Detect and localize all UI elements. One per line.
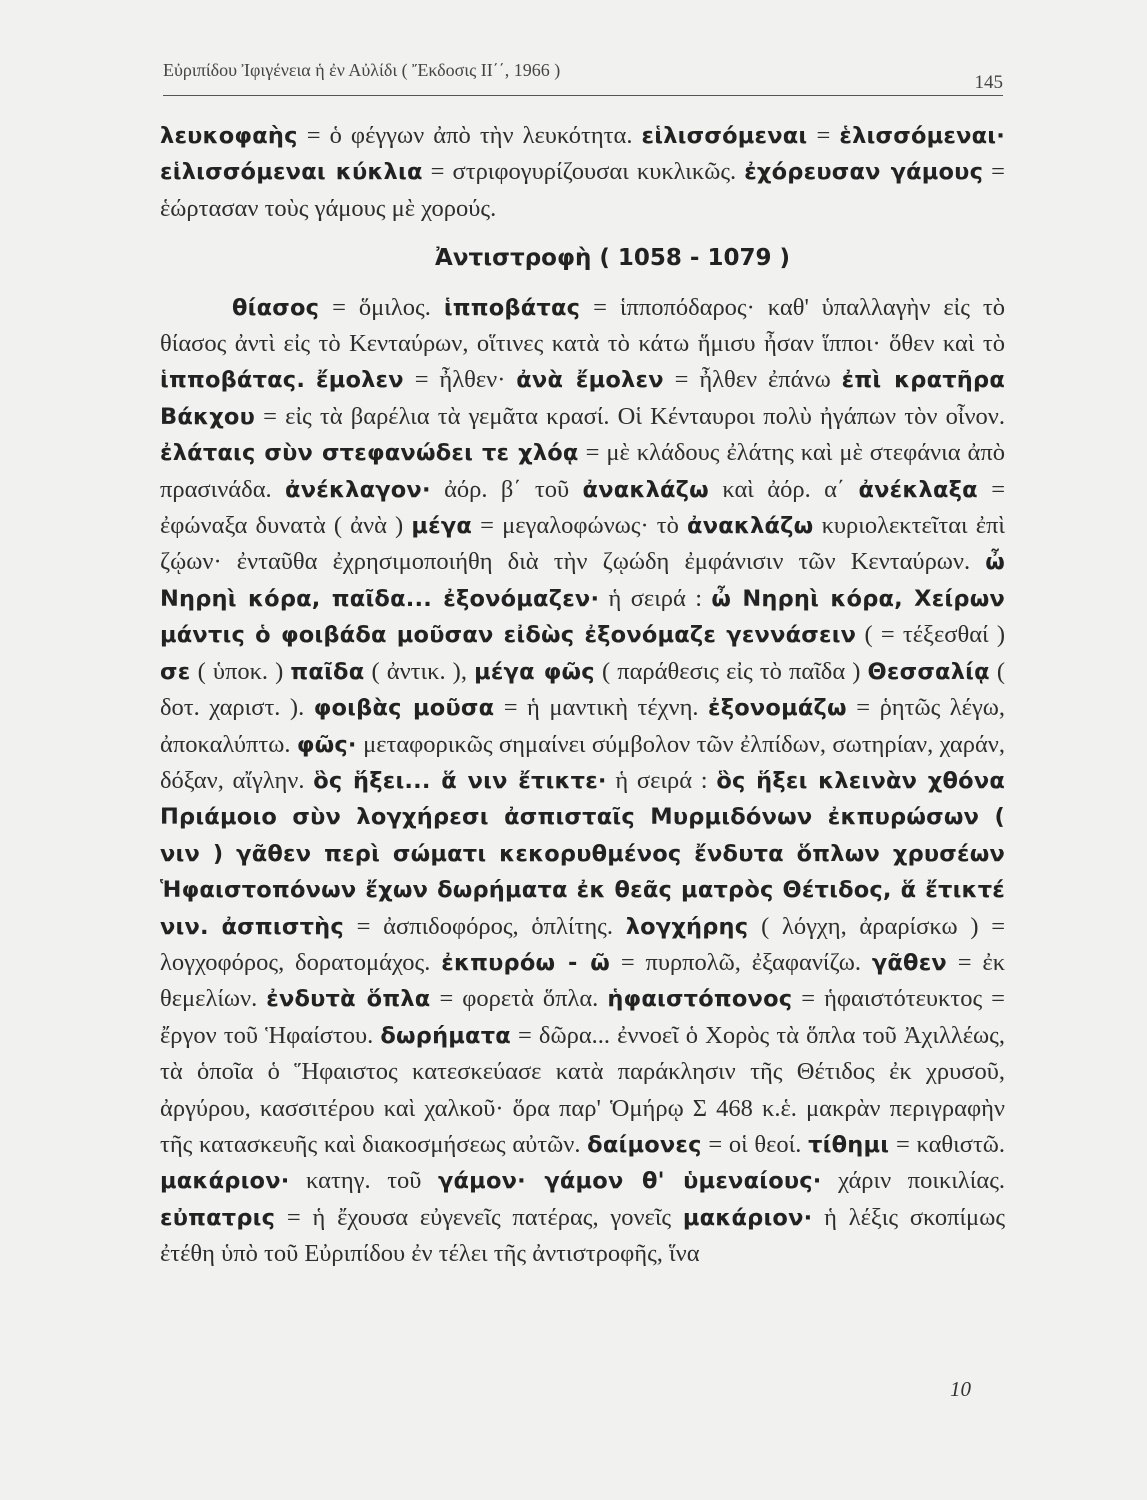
lemma: ἱπποβάτας. (160, 367, 306, 394)
gloss: χάριν ποικιλίας. (838, 1167, 1006, 1195)
lemma: ἐπὶ κρατῆρα Βάκχου (160, 367, 1005, 430)
gloss: = μεγαλοφώνως· τὸ (480, 512, 679, 540)
lemma: ἐχόρευσαν γάμους (744, 159, 984, 186)
gloss: = ἦλθεν ἐπάνω (674, 366, 831, 394)
gloss: ( ὑποκ. ) (197, 657, 284, 685)
gloss: ( ἀντικ. ), (371, 657, 467, 685)
lemma: ἐνδυτὰ ὅπλα (266, 986, 431, 1013)
lemma: ἱπποβάτας (443, 294, 581, 321)
gloss: ( = τέξεσθαί ) (864, 621, 1006, 649)
lemma: σε (160, 658, 191, 685)
lemma: μακάριον· (682, 1204, 813, 1231)
gloss: ( δοτ. χαριστ. ). (160, 657, 1006, 722)
lemma: γᾶθεν (871, 949, 947, 976)
lemma: ἀνακλάζω (687, 513, 814, 540)
lemma: ἀνακλάζω (582, 476, 709, 503)
lemma: εἱλισσόμεναι κύκλια (160, 159, 423, 186)
lemma: ἐξονομάζω (708, 695, 847, 722)
gloss: = μὲ κλάδους ἐλάτης καὶ μὲ στεφάνια ἀπὸ πρασινάδα. (160, 439, 1005, 503)
gloss: = καθιστῶ. (895, 1130, 1006, 1158)
gloss: = οἱ θεοί. (708, 1130, 802, 1158)
gloss: = στριφογυρίζουσαι κυκλικῶς. (430, 158, 737, 186)
gloss: ἡ σειρά : (608, 584, 703, 612)
gloss: = δῶρα... ἐννοεῖ ὁ Χορὸς τὰ ὅπλα τοῦ Ἀχιλλέως, τὰ ὁποῖα ὁ Ἥφαιστος κατεσκεύασε κατὰ παράκλησιν τῆς Θέτιδος ἐκ χρυσοῦ, ἀργύρου, κασσιτέρου καὶ χαλκοῦ· ὅρα παρ' Ὁμήρῳ Σ 468 κ.ἑ. μακρὰν περιγραφὴν τῆς κατασκευῆς καὶ διακοσμήσεως αὐτῶν. (160, 1021, 1006, 1158)
running-head (163, 60, 1003, 93)
gloss: μεταφορικῶς σημαίνει σύμβολον τῶν ἐλπίδων, σωτηρίαν, χαράν, δόξαν, αἴγλην. (160, 730, 1006, 794)
lemma: τίθημι (808, 1131, 890, 1158)
gloss: ἀόρ. β΄ τοῦ (444, 475, 570, 503)
gloss: = ἐκ θεμελίων. (160, 948, 1006, 1013)
lemma: Θεσσαλίᾳ (867, 658, 990, 685)
lemma: λογχήρης (625, 913, 749, 940)
lemma: ὃς ἥξει κλεινὰν χθόνα Πριάμοιο σὺν λογχήρεσι ἀσπισταῖς Μυρμιδόνων ἐκπυρώσων ( νιν ) γᾶθεν περὶ σώματι κεκορυθμένος ἔνδυτα ὅπλων χρυσέων Ἡφαιστοπόνων ἔχων δωρήματα ἐκ θεᾶς ματρὸς Θέτιδος, ἅ ἔτικτέ νιν. (160, 767, 1006, 940)
lemma: ἐκπυρόω - ῶ (441, 949, 610, 976)
gloss: = ὅμιλος. (332, 293, 431, 321)
lemma: ἀνέκλαγον· (285, 476, 431, 503)
lemma: παῖδα (290, 658, 365, 685)
lemma: ἀνέκλαξα (858, 476, 978, 503)
lemma: ἀνὰ ἔμολεν (516, 367, 664, 394)
gloss: = ἡ μαντικὴ τέχνη. (503, 694, 699, 722)
lemma: φῶς· (296, 731, 357, 758)
lemma: εὐπατρις (160, 1204, 276, 1231)
lemma: ὃς ἥξει... ἅ νιν ἔτικτε· (313, 767, 607, 794)
lemma: ὦ Νηρηὶ κόρα, παῖδα... ἐξονόμαζεν· (160, 549, 1006, 612)
gloss: ( παράθεσις εἰς τὸ παῖδα ) (601, 657, 861, 685)
gloss: ἡ λέξις σκοπίμως ἐτέθη ὑπὸ τοῦ Εὐριπίδου ἐν τέλει τῆς ἀντιστροφῆς, ἵνα (160, 1203, 1006, 1268)
gloss: = ῥητῶς λέγω, ἀποκαλύπτω. (160, 694, 1006, 758)
signature-mark: 10 (950, 1377, 971, 1401)
gloss: ( λόγχη, ἀραρίσκω ) = λογχοφόρος, δορατομάχος. (160, 912, 1006, 976)
lemma: μέγα (411, 513, 473, 540)
gloss: = πυρπολῶ, ἐξαφανίζω. (620, 948, 862, 976)
lemma: γάμον· γάμον θ' ὑμεναίους· (438, 1168, 822, 1195)
gloss: = ἦλθεν· (414, 366, 506, 394)
lemma: ἡφαιστόπονος (607, 986, 793, 1013)
lemma: μέγα φῶς (474, 658, 595, 685)
gloss: = ἡ ἔχουσα εὐγενεῖς πατέρας, γονεῖς (286, 1203, 672, 1231)
gloss: = εἰς τὰ βαρέλια τὰ γεμᾶτα κρασί. Οἱ Κένταυροι πολὺ ἠγάπων τὸν οἶνον. (263, 402, 1006, 430)
lemma: λευκοφαὴς (160, 123, 298, 149)
header-rule (163, 95, 1003, 96)
gloss: = ἐφώναξα δυνατὰ ( ἀνὰ ) (160, 475, 1006, 540)
lemma: ἐλάταις σὺν στεφανώδει τε χλόᾳ (160, 440, 579, 467)
lemma: ἀσπιστὴς (221, 913, 344, 940)
lemma: φοιβὰς μοῦσα (313, 695, 495, 722)
commentary-body (160, 118, 1005, 1273)
gloss: = ἀσπιδοφόρος, ὁπλίτης. (356, 912, 613, 940)
paragraph-strophe-end (160, 118, 1005, 227)
paragraph-antistrophe (160, 290, 1005, 1273)
gloss: ἡ σειρά : (615, 766, 708, 794)
gloss: = ἑώρτασαν τοὺς γάμους μὲ χορούς. (160, 158, 1005, 222)
gloss: κυριολεκτεῖται ἐπὶ ζῴων· ἐνταῦθα ἐχρησιμοποιήθη διὰ τὴν ζῳώδη ἐμφάνισιν τῶν Κενταύρων. (160, 512, 1006, 576)
running-head-title: Εὐριπίδου Ἰφιγένεια ἡ ἐν Αὐλίδι ( Ἔκδοσις ΙΙ΄΄, 1966 ) (163, 60, 561, 80)
section-heading: Ἀντιστροφὴ ( 1058 - 1079 ) (435, 245, 790, 272)
gloss: = ἱπποπόδαρος· καθ' ὑπαλλαγὴν εἰς τὸ θίασος ἀντὶ εἰς τὸ Κενταύρων, οἵτινες κατὰ τὸ κάτω ἥμισυ ἦσαν ἵπποι· ὅθεν καὶ τὸ (160, 293, 1006, 358)
gloss: καὶ ἀόρ. α΄ (722, 475, 846, 503)
lemma: θίασος (232, 294, 320, 321)
lemma: ὦ Νηρηὶ κόρα, Χείρων μάντις ὁ φοιβάδα μοῦσαν εἰδὼς ἐξονόμαζε γεννάσειν (160, 585, 1005, 649)
lemma: ἔμολεν (315, 367, 404, 394)
gloss: = (816, 122, 831, 149)
gloss: = φορετὰ ὅπλα. (439, 985, 599, 1013)
page-number: 145 (974, 72, 1003, 93)
lemma: εἱλισσόμεναι (641, 123, 808, 149)
lemma: δωρήματα (380, 1022, 511, 1049)
gloss: = ὁ φέγγων ἀπὸ τὴν λευκότητα. (306, 122, 633, 149)
lemma: δαίμονες (587, 1131, 702, 1158)
gloss: κατηγ. τοῦ (306, 1167, 422, 1195)
gloss: = ἡφαιστότευκτος = ἔργον τοῦ Ἡφαίστου. (160, 985, 1006, 1049)
lemma: μακάριον· (160, 1168, 290, 1195)
lemma: ἑλισσόμεναι· (839, 123, 1005, 149)
